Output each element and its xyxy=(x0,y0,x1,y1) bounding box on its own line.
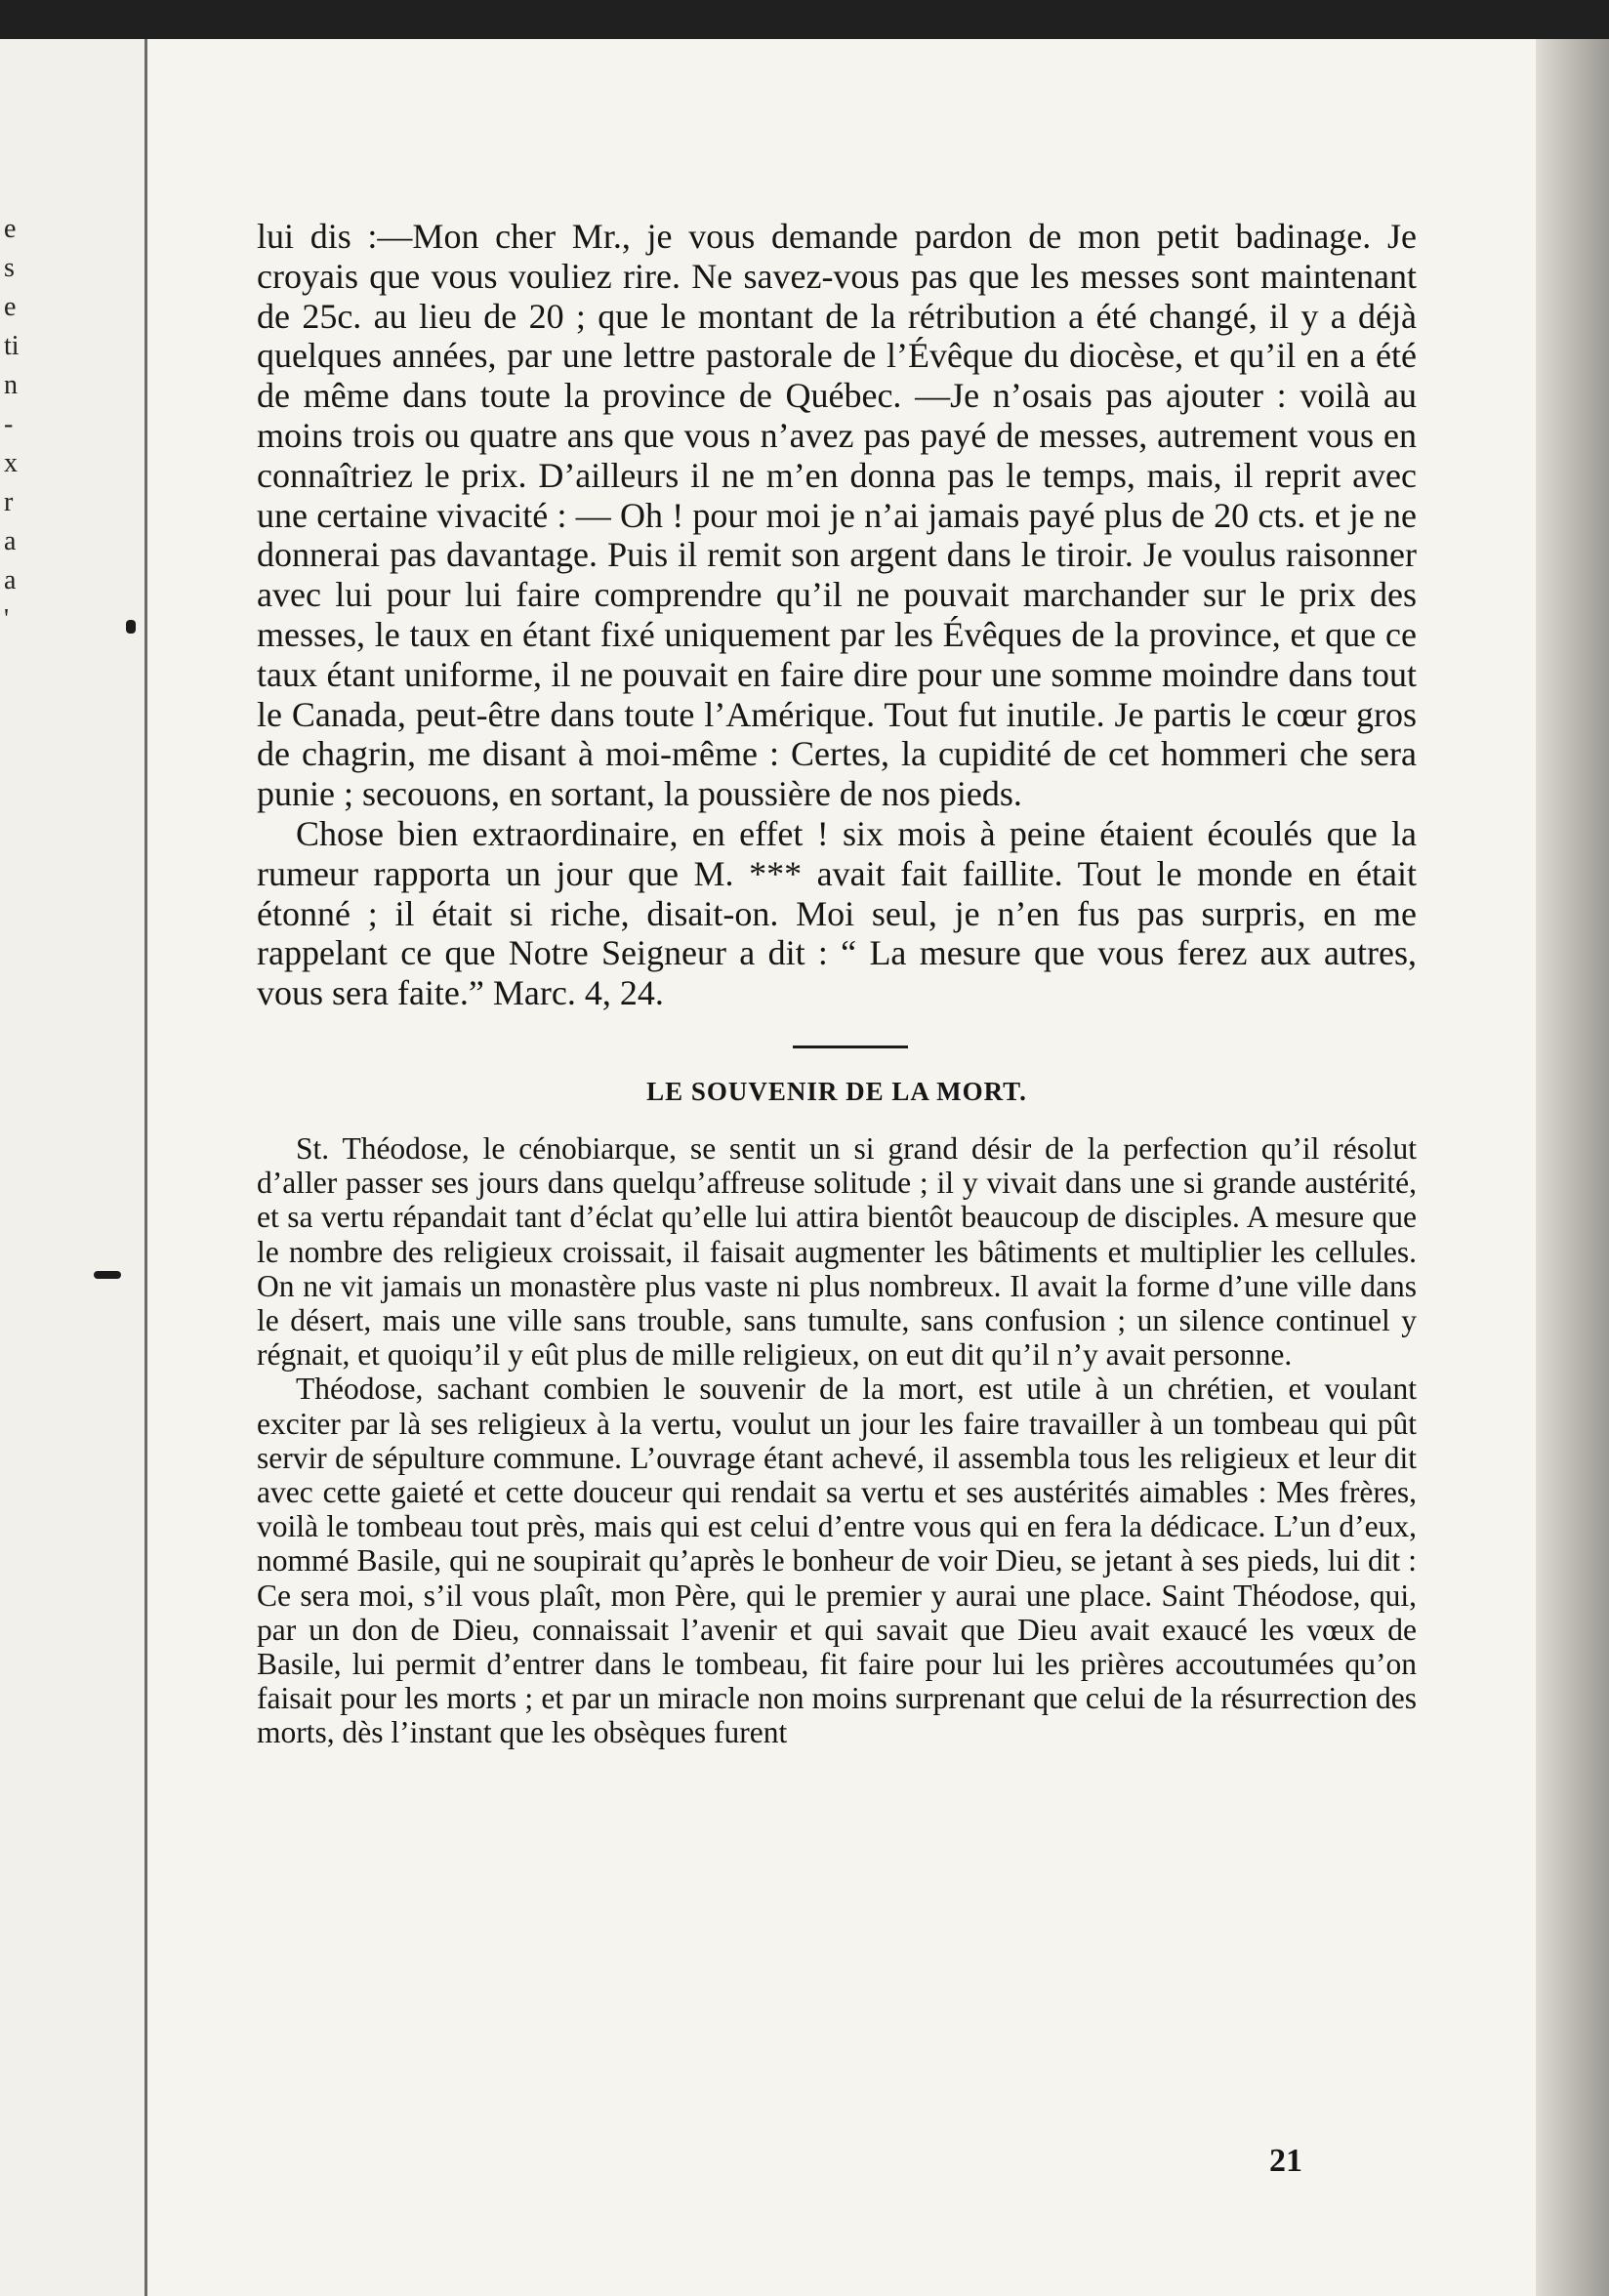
left-page-fragments xyxy=(4,210,25,639)
section-divider xyxy=(793,1046,908,1048)
left-page-edge xyxy=(0,39,147,2296)
paragraph: lui dis :—Mon cher Mr., je vous demande pardon de mon petit badinage. Je croyais que vous vouliez rire. Ne savez-vous pas que les messes sont maintenant de 25c. au lieu de 20 ; que le montant de la rétribution a été changé, il y a déjà quelques années, par une lettre pastorale de l’Évêque du diocèse, et qu’il en a été de même dans toute la province de Québec. —Je n’osais pas ajouter : voilà au moins trois ou quatre ans que vous n’avez pas payé de messes, autrement vous en connaîtriez le prix. D’ailleurs il ne m’en donna pas le temps, mais, il reprit avec une certaine vivacité : — Oh ! pour moi je n’ai jamais payé plus de 20 cts. et je ne donnerai pas davantage. Puis il remit son argent dans le tiroir. Je voulus raisonner avec lui pour lui faire comprendre qu’il ne pouvait marchander sur le prix des messes, le taux en étant fixé uniquement par les Évêques de la province, et que ce taux étant uniforme, il ne pouvait en faire dire pour une somme moindre dans tout le Canada, peut-être dans toute l’Amérique. Tout fut inutile. Je partis le cœur gros de chagrin, me disant à moi-même : Certes, la cupidité de cet hommeri che sera punie ; secouons, en sortant, la poussière de nos pieds. xyxy=(257,217,1417,814)
left-fragment: a xyxy=(4,565,17,595)
page-text xyxy=(257,217,1417,1750)
left-fragment: s xyxy=(4,253,15,283)
left-fragment: r xyxy=(4,487,14,517)
left-fragment: ti xyxy=(4,331,20,361)
left-fragment: a xyxy=(4,526,17,556)
theodose-section xyxy=(257,1131,1417,1750)
ink-speck-mark xyxy=(126,620,136,634)
left-fragment: ' xyxy=(4,604,10,635)
scanner-top-border xyxy=(0,0,1609,39)
anecdote-section xyxy=(257,217,1417,1013)
ink-speck-mark xyxy=(94,1271,121,1279)
section-heading: LE SOUVENIR DE LA MORT. xyxy=(646,1076,1027,1106)
left-fragment: n xyxy=(4,370,18,400)
left-fragment: e xyxy=(4,214,17,244)
paragraph: Chose bien extraordinaire, en effet ! six mois à peine étaient écoulés que la rumeur rapporta un jour que M. *** avait fait faillite. Tout le monde en était étonné ; il était si riche, disait-on. Moi seul, je n’en fus pas surpris, en me rappelant ce que Notre Seigneur a dit : “ La mesure que vous ferez aux autres, vous sera faite.” Marc. 4, 24. xyxy=(257,813,1417,1013)
left-fragment: e xyxy=(4,292,17,322)
left-fragment: - xyxy=(4,409,14,439)
right-page-edge xyxy=(1536,39,1609,2296)
paragraph: Théodose, sachant combien le souvenir de la mort, est utile à un chrétien, et voulant exciter par là ses religieux à la vertu, voulut un jour les faire travailler à un tombeau qui pût servir de sépulture commune. L’ouvrage étant achevé, il assembla tous les religieux et leur dit avec cette gaieté et cette douceur qui rendait sa vertu et ses austérités aimables : Mes frères, voilà le tombeau tout près, mais qui est celui d’entre vous qui en fera la dédicace. L’un d’eux, nommé Basile, qui ne soupirait qu’après le bonheur de voir Dieu, se jetant à ses pieds, lui dit : Ce sera moi, s’il vous plaît, mon Père, qui le premier y aurai une place. Saint Théodose, qui, par un don de Dieu, connaissait l’avenir et qui savait que Dieu avait exaucé les vœux de Basile, lui permit d’entrer dans le tombeau, fit faire pour lui les prières accoutumées qu’on faisait pour les morts ; et par un miracle non moins surprenant que celui de la résurrection des morts, dès l’instant que les obsèques furent xyxy=(257,1372,1417,1750)
page-number: 21 xyxy=(1269,2143,1302,2179)
paragraph: St. Théodose, le cénobiarque, se sentit un si grand désir de la perfection qu’il résolut d’aller passer ses jours dans quelqu’affreuse solitude ; il y vivait dans une si grande austérité, et sa vertu répandait tant d’éclat qu’elle lui attira bientôt beaucoup de disciples. A mesure que le nombre des religieux croissait, il faisait augmenter les bâtiments et multiplier les cellules. On ne vit jamais un monastère plus vaste ni plus nombreux. Il avait la forme d’une ville dans le désert, mais une ville sans trouble, sans tumulte, sans confusion ; un silence continuel y régnait, et quoiqu’il y eût plus de mille religieux, on eut dit qu’il n’y avait personne. xyxy=(257,1130,1417,1373)
left-fragment: x xyxy=(4,448,18,478)
